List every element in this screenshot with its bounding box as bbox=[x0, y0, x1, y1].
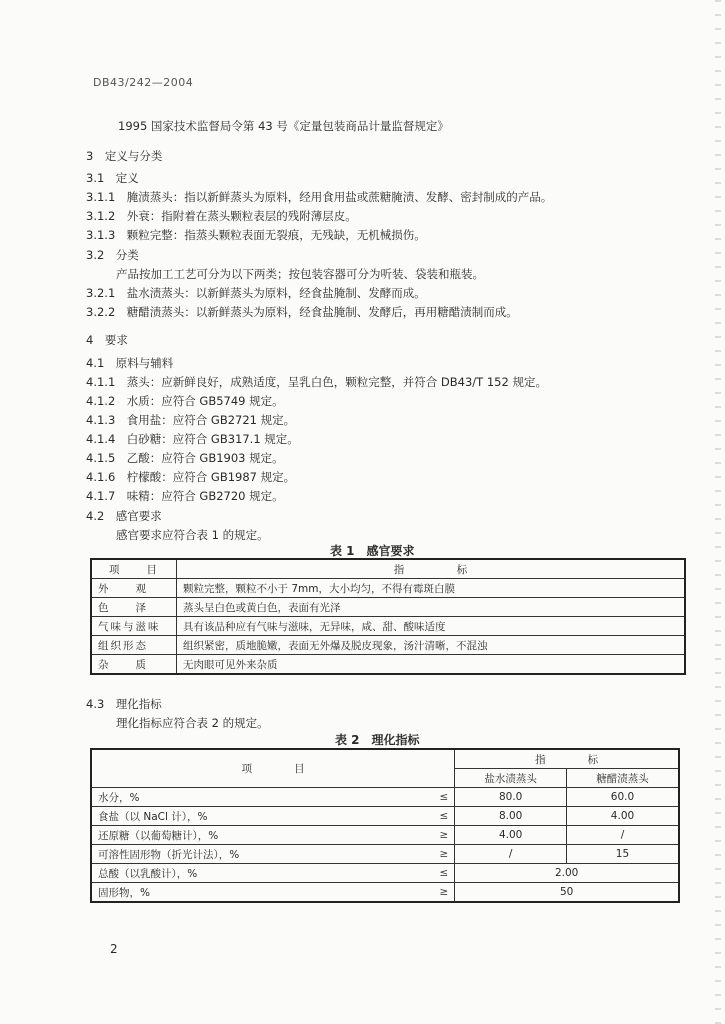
section-3-1-heading: 3.1 定义 bbox=[86, 171, 139, 185]
table-row bbox=[91, 826, 679, 845]
clause-4-1-3: 4.1.3 食用盐：应符合 GB2721 规定。 bbox=[86, 413, 296, 427]
clause-4-1-2: 4.1.2 水质：应符合 GB5749 规定。 bbox=[86, 394, 284, 408]
document-header: DB43/242—2004 bbox=[93, 76, 194, 89]
clause-3-2-1: 3.2.1 盐水渍蒸头：以新鲜蒸头为原料，经食盐腌制、发酵而成。 bbox=[86, 286, 426, 300]
table-row bbox=[91, 598, 685, 617]
table-header-cell: 项 目 bbox=[91, 749, 455, 788]
section-4-2-heading: 4.2 感官要求 bbox=[86, 509, 162, 523]
table-row bbox=[91, 749, 679, 769]
table-cell: / bbox=[455, 845, 567, 864]
table-row bbox=[91, 845, 679, 864]
table-cell: ≤ bbox=[411, 864, 455, 883]
table-cell: 蒸头呈白色或黄白色，表面有光泽 bbox=[177, 598, 686, 617]
table-cell: 8.00 bbox=[455, 807, 567, 826]
table-cell: 气味与滋味 bbox=[91, 617, 177, 636]
page-number: 2 bbox=[110, 942, 118, 956]
table-cell: 固形物，% bbox=[91, 883, 411, 903]
clause-4-1-6: 4.1.6 柠檬酸：应符合 GB1987 规定。 bbox=[86, 470, 296, 484]
table-1-sensory bbox=[90, 558, 686, 675]
section-3-heading: 3 定义与分类 bbox=[86, 149, 163, 163]
table-2-caption: 表 2 理化指标 bbox=[335, 733, 420, 747]
table-cell: 50 bbox=[455, 883, 679, 903]
table-cell: 杂 质 bbox=[91, 655, 177, 675]
table-row bbox=[91, 579, 685, 598]
reference-line: 1995 国家技术监督局令第 43 号《定量包装商品计量监督规定》 bbox=[118, 119, 449, 133]
table-cell: 颗粒完整，颗粒不小于 7mm，大小均匀，不得有霉斑白膜 bbox=[177, 579, 686, 598]
table-header-cell: 指 标 bbox=[455, 749, 679, 769]
table-2-physicochemical bbox=[90, 748, 680, 903]
table-cell: 4.00 bbox=[566, 807, 679, 826]
table-row bbox=[91, 788, 679, 807]
table-row bbox=[91, 864, 679, 883]
table-cell: 组织紧密，质地脆嫩，表面无外爆及脱皮现象，汤汁清晰，不混浊 bbox=[177, 636, 686, 655]
table-cell: 色 泽 bbox=[91, 598, 177, 617]
table-cell: 水分，% bbox=[91, 788, 411, 807]
table-cell: 外 观 bbox=[91, 579, 177, 598]
table-header-cell: 项 目 bbox=[91, 559, 177, 579]
section-4-2-text: 感官要求应符合表 1 的规定。 bbox=[116, 528, 269, 542]
section-4-3-heading: 4.3 理化指标 bbox=[86, 697, 162, 711]
clause-4-1-1: 4.1.1 蒸头：应新鲜良好，成熟适度，呈乳白色，颗粒完整，并符合 DB43/T 152 规定。 bbox=[86, 375, 547, 389]
clause-4-1-5: 4.1.5 乙酸：应符合 GB1903 规定。 bbox=[86, 451, 284, 465]
clause-3-1-2: 3.1.2 外衰：指附着在蒸头颗粒表层的残附薄层皮。 bbox=[86, 209, 357, 223]
table-cell: / bbox=[566, 826, 679, 845]
table-row bbox=[91, 807, 679, 826]
table-row bbox=[91, 617, 685, 636]
table-cell: 还原糖（以葡萄糖计），% bbox=[91, 826, 411, 845]
table-row bbox=[91, 655, 685, 675]
table-row bbox=[91, 636, 685, 655]
table-header-cell: 指 标 bbox=[177, 559, 686, 579]
table-row bbox=[91, 883, 679, 903]
table-cell: 无肉眼可见外来杂质 bbox=[177, 655, 686, 675]
scan-edge-marks bbox=[715, 0, 721, 1024]
table-header-cell: 糖醋渍蒸头 bbox=[566, 769, 679, 788]
table-cell: 组织形态 bbox=[91, 636, 177, 655]
table-cell: 2.00 bbox=[455, 864, 679, 883]
table-cell: 60.0 bbox=[566, 788, 679, 807]
section-4-heading: 4 要求 bbox=[86, 333, 128, 347]
table-cell: 80.0 bbox=[455, 788, 567, 807]
table-cell: ≥ bbox=[411, 826, 455, 845]
table-cell: 具有该品种应有气味与滋味，无异味，咸、甜、酸味适度 bbox=[177, 617, 686, 636]
table-cell: 总酸（以乳酸计），% bbox=[91, 864, 411, 883]
table-header-cell: 盐水渍蒸头 bbox=[455, 769, 567, 788]
table-row bbox=[91, 559, 685, 579]
clause-3-1-3: 3.1.3 颗粒完整：指蒸头颗粒表面无裂痕，无残缺，无机械损伤。 bbox=[86, 228, 426, 242]
table-1-caption: 表 1 感官要求 bbox=[330, 544, 415, 558]
section-3-2-heading: 3.2 分类 bbox=[86, 248, 139, 262]
table-cell: 食盐（以 NaCl 计），% bbox=[91, 807, 411, 826]
section-3-2-text: 产品按加工工艺可分为以下两类；按包装容器可分为听装、袋装和瓶装。 bbox=[116, 267, 484, 281]
table-cell: ≥ bbox=[411, 883, 455, 903]
section-4-1-heading: 4.1 原料与辅料 bbox=[86, 356, 174, 370]
clause-4-1-4: 4.1.4 白砂糖：应符合 GB317.1 规定。 bbox=[86, 432, 299, 446]
table-cell: 15 bbox=[566, 845, 679, 864]
table-cell: ≤ bbox=[411, 788, 455, 807]
table-cell: 可溶性固形物（折光计法），% bbox=[91, 845, 411, 864]
clause-3-2-2: 3.2.2 糖醋渍蒸头：以新鲜蒸头为原料，经食盐腌制、发酵后，再用糖醋渍制而成。 bbox=[86, 305, 518, 319]
clause-3-1-1: 3.1.1 腌渍蒸头：指以新鲜蒸头为原料，经用食用盐或蔗糖腌渍、发酵、密封制成的产品。 bbox=[86, 190, 553, 204]
section-4-3-text: 理化指标应符合表 2 的规定。 bbox=[116, 716, 269, 730]
table-cell: ≥ bbox=[411, 845, 455, 864]
table-cell: ≤ bbox=[411, 807, 455, 826]
table-cell: 4.00 bbox=[455, 826, 567, 845]
clause-4-1-7: 4.1.7 味精：应符合 GB2720 规定。 bbox=[86, 489, 284, 503]
